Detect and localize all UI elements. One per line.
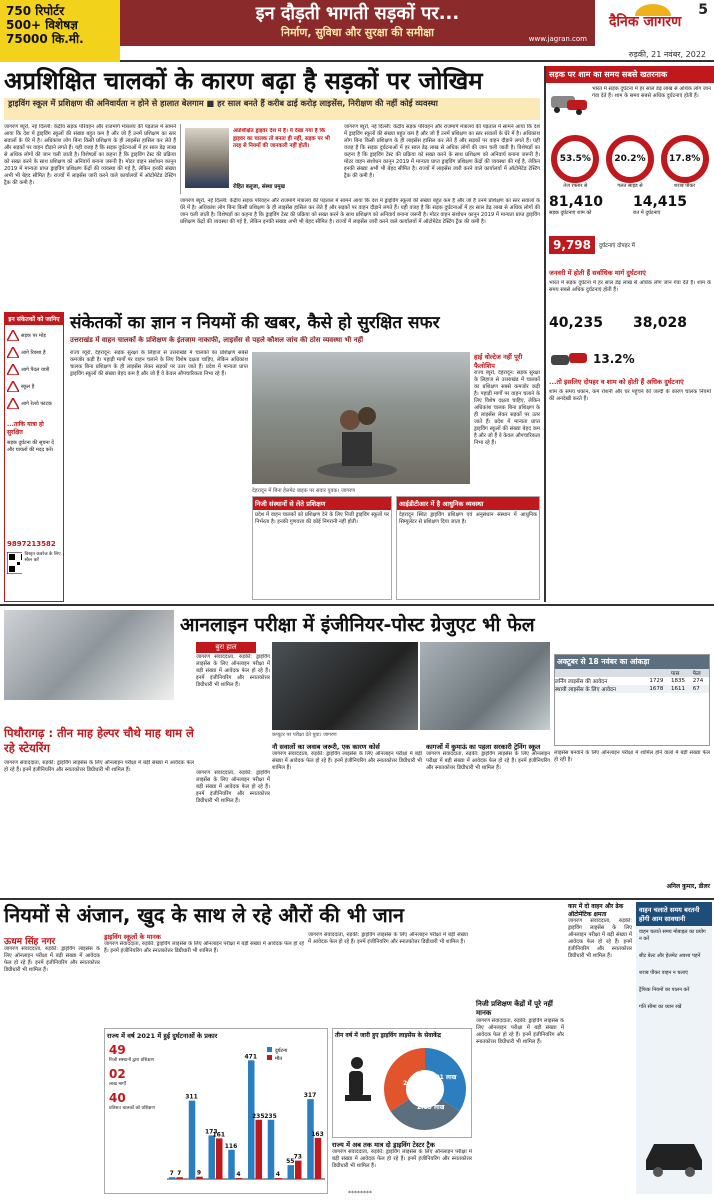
rickshaw-sign-icon (7, 347, 19, 358)
donut-label: 2.01 लाख (429, 1074, 457, 1081)
story1-body-cont: जागरण ब्यूरो, नई दिल्ली: केंद्रीय सड़क परिवहन और राजमार्ग मंत्रालय की पड़ताल में सामने आया कि देश में ड्राइविंग स्कूलों की संख्या बहुत कम है और जो हैं उनमें प्रशिक्षण का स्तर सवालों के घेरे में है। अधिकांश लोग बिना किसी प्रशिक्षण के ही लाइसेंस हासिल कर लेते हैं और सड़कों पर वाहन दौड़ाने लगते हैं। यही वजह है कि सड़क दुर्घटनाओं में हर साल डेढ़ लाख से अधिक लोगों की जान चली जाती है। विशेषज्ञों का कहना है कि ड्राइविंग टेस्ट की प्रक्रिया को सख्त करने के साथ प्रशिक्षण को अनिवार्य बनाना जरूरी है। मोटर वाहन संशोधन कानून 2019 में मान्यता प्राप्त ड्राइविंग प्रशिक्षण केंद्रों की व्यवस्था की गई है, लेकिन इनकी संख्या अभी भी बेहद सीमित है। राज्यों में लाइसेंस जारी करने वाले कार्यालयों में ऑटोमेटेड टेस्टिंग ट्रैक की कमी है। (180, 198, 540, 225)
banner-title: इन दौड़ती भागती सड़कों पर... (255, 3, 460, 24)
kumaon-body: जागरण संवाददाता, रुड़की: ड्राइविंग लाइसेंस के लिए ऑनलाइन परीक्षा में बड़ी संख्या में आवेदक फेल हो रहे हैं। इनमें इंजीनियरिंग और स्नातकोत्तर डिग्रीधारी भी शामिल हैं। (426, 751, 550, 771)
chart-bar (189, 1101, 196, 1179)
questions-box (272, 742, 422, 896)
story2-body: राज्य ब्यूरो, देहरादून: सड़क सुरक्षा के लिहाज से उत्तराखंड में चालकों का प्रशिक्षण सबसे कमजोर कड़ी है। पहाड़ी मार्गों पर वाहन चलाने के लिए विशेष दक्षता चाहिए, लेकिन अधिकांश चालक बिना प्रशिक्षण के ही लाइसेंस लेकर सड़कों पर उतर जाते हैं। प्रदेश में मान्यता प्राप्त ड्राइविंग स्कूलों की संख्या बेहद कम है और जो हैं वे केवल औपचारिकता निभा रहे हैं। (70, 350, 248, 377)
chart-data-label: 73 (293, 1153, 302, 1161)
legend-label: मौत (275, 1056, 283, 1062)
big-stat: 9,798 (549, 236, 595, 254)
site-url[interactable]: www.jagran.com (528, 35, 587, 43)
chart-bar (288, 1165, 295, 1179)
sign-label: सड़क पर मोड़ (21, 332, 46, 339)
stat-number-label: सड़क दुर्घटनाएं शाम को (549, 210, 592, 216)
date-bar (120, 46, 714, 62)
chart-data-label: 7 (177, 1170, 182, 1178)
stat-number: 40,235 (549, 315, 604, 331)
logo-text: दैनिक जागरण (609, 14, 682, 30)
signs-panel (4, 312, 64, 602)
road-bikers-photo (252, 352, 470, 484)
chart-bar (236, 1178, 243, 1179)
story1-headline: अप्रशिक्षित चालकों के कारण बढ़ा है सड़कों पर जोखिम (4, 67, 483, 95)
side-body: राज्य ब्यूरो, देहरादून: सड़क सुरक्षा के लिहाज से उत्तराखंड में चालकों का प्रशिक्षण सबसे कमजोर कड़ी है। पहाड़ी मार्गों पर वाहन चलाने के लिए विशेष दक्षता चाहिए, लेकिन अधिकांश चालक बिना प्रशिक्षण के ही लाइसेंस लेकर सड़कों पर उतर जाते हैं। प्रदेश में मान्यता प्राप्त ड्राइविंग स्कूलों की संख्या बेहद कम है और जो हैं वे केवल औपचारिकता निभा रहे हैं। (474, 370, 540, 446)
donut-label: 2.15 लाख (417, 1104, 445, 1111)
table-cell: 1611 (671, 686, 686, 692)
story3-body: जागरण संवाददाता, रुड़की: ड्राइविंग लाइसेंस के लिए ऑनलाइन परीक्षा में बड़ी संख्या में आवेदक फेल हो रहे हैं। इनमें इंजीनियरिंग और स्नातकोत्तर डिग्रीधारी भी शामिल हैं। (196, 654, 270, 688)
legend-swatch (267, 1047, 272, 1052)
page-number: 5 (698, 2, 708, 18)
chart-bar (228, 1150, 235, 1179)
side-stat: 49 (109, 1043, 126, 1057)
car-crash-icon (549, 86, 589, 116)
sign-label: आगे रिक्शा है (21, 349, 46, 356)
questions-body: जागरण संवाददाता, रुड़की: ड्राइविंग लाइसेंस के लिए ऑनलाइन परीक्षा में बड़ी संख्या में आवेदक फेल हो रहे हैं। इनमें इंजीनियरिंग और स्नातकोत्तर डिग्रीधारी भी शामिल हैं। (272, 751, 422, 771)
stat-label: शराब पीकर (674, 183, 696, 189)
chart-side-stats (109, 1043, 165, 1111)
night-title: ...तो इसलिए दोपहर व शाम को होती हैं अधिक दुर्घटनाएं (549, 378, 684, 386)
sign-label: आगे पैदल यात्री (21, 366, 50, 373)
story1-quote-box (180, 124, 340, 194)
online-exam-photo-2 (420, 642, 550, 730)
chart-bar (307, 1099, 314, 1179)
license-table (554, 654, 710, 746)
signs-title: इन संकेतकों को जानिए (5, 313, 63, 325)
story4-body: जागरण संवाददाता, रुड़की: ड्राइविंग लाइसेंस के लिए ऑनलाइन परीक्षा में बड़ी संख्या में आवेदक फेल हो रहे हैं। इनमें इंजीनियरिंग और स्नातकोत्तर डिग्रीधारी भी शामिल हैं। (4, 946, 100, 973)
table-cell: स्थायी लाइसेंस के लिए आवेदन (555, 687, 616, 693)
chart-bar (209, 1135, 216, 1179)
stat-ring: 53.5% (551, 135, 599, 183)
chart-data-label: 163 (311, 1130, 324, 1138)
edition-date: रुड़की, 21 नवंबर, 2022 (628, 50, 706, 59)
chart-bar (295, 1161, 302, 1179)
table-cell: लर्निंग लाइसेंस की आवेदन (555, 679, 608, 685)
kumaon-title: कागजों में कुमाऊं का पहला सरकारी ट्रेनिंग स्कूल (426, 743, 541, 751)
chart-bar (196, 1177, 203, 1179)
banner-stats (0, 0, 120, 62)
tips-panel (636, 902, 712, 1194)
story4-headline: नियमों से अंजान, खुद के साथ ले रहे औरों की भी जान (4, 903, 405, 927)
tip-item: गति सीमा का ध्यान रखें (639, 1004, 682, 1010)
quote-text: अप्रशिक्षित ड्राइवर देश में हैं। ये देखा गया है कि ड्राइवर का चालक तो बनता ही नहीं, सड़क पर भी तरह से नियमों की जानकारी नहीं होती। (233, 128, 330, 149)
story4-place: ऊधम सिंह नगर (4, 937, 56, 947)
chart-data-label: 173 (204, 1128, 218, 1136)
side-author: अनिल कुमार, डीलर (666, 883, 710, 890)
helpline-number[interactable]: 9897213582 (7, 540, 56, 548)
story2-side (474, 352, 540, 492)
chart-data-label: 116 (224, 1142, 238, 1150)
test-body: जागरण संवाददाता, रुड़की: ड्राइविंग लाइसेंस के लिए ऑनलाइन परीक्षा में बड़ी संख्या में आवेदक फेल हो रहे हैं। इनमें इंजीनियरिंग और स्नातकोत्तर डिग्रीधारी भी शामिल हैं। (332, 1149, 472, 1169)
table-cell: 1729 (649, 678, 664, 684)
section-divider (0, 604, 714, 606)
chart-title: राज्य में वर्ष 2021 में हुई दुर्घटनाओं के प्रकार (107, 1032, 218, 1040)
story3-headline: आनलाइन परीक्षा में इंजीनियर-पोस्ट ग्रेजुएट भी फेल (180, 614, 535, 636)
qr-caption: विस्तृत कवरेज के लिए स्कैन करें (24, 552, 61, 563)
stat-ring: 17.8% (661, 135, 709, 183)
tip-item: वाहन चलाते समय मोबाइल का प्रयोग न करें (639, 929, 706, 942)
box1-title: निजी संस्थानों से लेते प्रशिक्षण (253, 497, 391, 510)
quote-author: रोहित बलूजा, संस्था प्रमुख (233, 184, 285, 190)
donut-chart (381, 1045, 469, 1133)
banner-stat: 500+ विशेषज्ञ (6, 18, 78, 32)
page-banner (0, 0, 714, 62)
box1-text: प्रदेश में वाहन चालकों को प्रशिक्षण देने के लिए निजी ड्राइविंग स्कूलों पर निर्भरता है। इनकी गुणवत्ता की कोई निगरानी नहीं होती। (255, 512, 389, 525)
help-text: सड़क दुर्घटना की सूचना दें और घायलों की मदद करें। (7, 440, 54, 453)
table-header: फेल (692, 671, 701, 677)
chart-bar (268, 1120, 275, 1179)
tip-item: शराब पीकर वाहन न चलाएं (639, 970, 688, 976)
chart-data-label: 4 (236, 1170, 241, 1178)
table-title: अक्टूबर से 18 नवंबर का आंकड़ा (555, 655, 709, 669)
vehicle-photo (4, 610, 174, 700)
stat-number-label: रात में दुर्घटनाएं (633, 210, 661, 216)
donut-title: तीन वर्ष में जारी हुए ड्राइविंग लाइसेंस के सेवाकेंद्र (335, 1032, 441, 1039)
legend-label: दुर्घटना (275, 1048, 288, 1054)
section-divider (0, 898, 714, 900)
newspaper-logo (595, 0, 714, 46)
qr-code-icon[interactable] (7, 552, 22, 574)
jan-body: भारत में सड़क दुर्घटना में हर साल डेढ़ लाख से अधिक लोग जान गंवा देते हैं। शाम के समय सबसे अधिक दुर्घटनाएं होती हैं। (549, 280, 711, 293)
side-stat: 40 (109, 1091, 126, 1105)
chart-bar (315, 1138, 322, 1179)
banner-subtitle: निर्माण, सुविधा और सुरक्षा की समीक्षा (281, 26, 434, 39)
car-icon (640, 1134, 708, 1178)
driver-seat-icon (337, 1055, 377, 1115)
jan-title: जनवरी में होती हैं सर्वाधिक मार्ग दुर्घटनाएं (549, 269, 646, 277)
box2-title: आईडीटीआर में है आधुनिक व्यवस्था (397, 497, 539, 510)
right-panel (544, 66, 714, 602)
help-title: ...ताकि यात्रा हो सुरक्षित (7, 421, 44, 436)
test-track-box (332, 1140, 472, 1194)
table-header: पास (671, 671, 680, 677)
private-body: जागरण संवाददाता, रुड़की: ड्राइविंग लाइसेंस के लिए ऑनलाइन परीक्षा में बड़ी संख्या में आवेदक फेल हो रहे हैं। इनमें इंजीनियरिंग और स्नातकोत्तर डिग्रीधारी भी शामिल हैं। (476, 1018, 564, 1045)
cars-icon (549, 347, 589, 371)
person-photo (185, 128, 229, 188)
stat-label: तेज रफ्तार से (563, 183, 588, 189)
tip-item: सीट बेल्ट और हेलमेट अवश्य पहनें (639, 953, 701, 959)
sign-label: स्कूल है (21, 383, 35, 390)
standards-title: ड्राइविंग स्कूलों के मानक (104, 933, 161, 941)
chart-data-label: 235 (264, 1112, 277, 1120)
stat-number: 81,410 (549, 194, 604, 210)
box-private-training (252, 496, 392, 600)
kumaon-box (426, 742, 550, 896)
story2-headline: संकेतकों का ज्ञान न नियमों की खबर, कैसे हो सुरक्षित सफर (70, 313, 440, 333)
side-stat-label: लाख मार्गों (109, 1082, 126, 1087)
night-text: शाम के समय थकान, कम रोशनी और घर पहुंचने की जल्दी के कारण चालक नियमों की अनदेखी करते हैं। (549, 389, 711, 402)
story3-photo-caption: कंप्यूटर पर परीक्षा देते युवा। जागरण (272, 732, 337, 738)
chart-data-label: 235 (251, 1112, 265, 1120)
tips-title: वाहन चलाते समय बरतनी होंगी आम सावधानी (636, 902, 712, 926)
banner-stat: 75000 कि.मी. (6, 32, 84, 46)
box2-text: देहरादून स्थित ड्राइविंग प्रशिक्षण एवं अनुसंधान संस्थान में आधुनिक सिम्युलेटर से प्रशिक्षण दिया जाता है। (399, 512, 537, 525)
railway-sign-icon (7, 398, 19, 409)
banner-title-box (120, 0, 595, 46)
chart-data-label: 317 (303, 1092, 317, 1100)
chart-data-label: 4 (275, 1170, 281, 1178)
accident-types-chart (104, 1028, 328, 1194)
table-cell: 1835 (671, 678, 686, 684)
private-centres-box (476, 1000, 564, 1194)
stat-number: 38,028 (633, 315, 688, 331)
side-stat-label: निजी संस्थानों द्वारा प्रशिक्षण (109, 1058, 154, 1063)
pedestrian-sign-icon (7, 364, 19, 375)
test-title: राज्य में अब तक मात्र दो ड्राइविंग टेस्टर ट्रैक (332, 1141, 435, 1149)
chart-bar (275, 1178, 282, 1179)
stat-label: गलत साइड से (617, 183, 643, 189)
pct-stat: 13.2% (593, 352, 635, 366)
chart-data-label: 7 (169, 1170, 174, 1178)
story2-subhead: उत्तराखंड में वाहन चालकों के प्रशिक्षण के इंतजाम नाकाफी, लाइसेंस से पहले कौशल जांच की ठोस व्यवस्था भी नहीं (70, 336, 364, 344)
side-title: हाई वोल्टेज नहीं पूरी फैलोशिप (474, 353, 523, 370)
private-title: निजी प्रशिक्षण केंद्रों में पूरे नहीं मानक (476, 1000, 553, 1017)
chart-data-label: 311 (185, 1093, 198, 1101)
sign-label: आगे रेलवे फाटक (21, 400, 52, 407)
chart-bar (216, 1138, 223, 1179)
table-cell: 67 (692, 686, 700, 692)
big-stat-label: दुर्घटनाएं दोपहर में (598, 243, 635, 249)
chart-bar (177, 1177, 184, 1179)
table-header (555, 669, 649, 677)
online-exam-photo-1 (272, 642, 418, 730)
side-stat-label: प्रतिशत चालकों को प्रशिक्षण (109, 1106, 155, 1111)
table-cell: 1678 (649, 686, 664, 692)
side-text: लाइसेंस बनवाने के लिए ऑनलाइन परीक्षा में शामिल होने वालों में बड़ी संख्या फेल हो रही है। (554, 750, 710, 763)
motorbike-riders-figure (312, 392, 402, 482)
chart-bar (256, 1120, 263, 1179)
school-sign-icon (7, 381, 19, 392)
right-intro: भारत में सड़क दुर्घटना में हर साल डेढ़ लाख से अधिक लोग जान गंवा देते हैं। शाम के समय सबसे अधिक दुर्घटनाएं होती हैं। (592, 86, 711, 99)
school-standards-box (104, 932, 304, 1026)
turn-sign-icon (7, 330, 19, 341)
chart-data-label: 9 (196, 1169, 202, 1177)
chart-data-label: 55 (286, 1158, 295, 1166)
stat-ring: 20.2% (606, 135, 654, 183)
bar-chart-svg (167, 1045, 325, 1191)
story1-body-cont2: जागरण ब्यूरो, नई दिल्ली: केंद्रीय सड़क परिवहन और राजमार्ग मंत्रालय की पड़ताल में सामने आया कि देश में ड्राइविंग स्कूलों की संख्या बहुत कम है और जो हैं उनमें प्रशिक्षण का स्तर सवालों के घेरे में है। अधिकांश लोग बिना किसी प्रशिक्षण के ही लाइसेंस हासिल कर लेते हैं और सड़कों पर वाहन दौड़ाने लगते हैं। यही वजह है कि सड़क दुर्घटनाओं में हर साल डेढ़ लाख से अधिक लोगों की जान चली जाती है। विशेषज्ञों का कहना है कि ड्राइविंग टेस्ट की प्रक्रिया को सख्त करने के साथ प्रशिक्षण को अनिवार्य बनाना जरूरी है। मोटर वाहन संशोधन कानून 2019 में मान्यता प्राप्त ड्राइविंग प्रशिक्षण केंद्रों की व्यवस्था की गई है, लेकिन इनकी संख्या अभी भी बेहद सीमित है। राज्यों में लाइसेंस जारी करने वाले कार्यालयों में ऑटोमेटेड टेस्टिंग ट्रैक की कमी है। (344, 124, 540, 179)
table-cell: 274 (692, 678, 704, 684)
story1-body: जागरण ब्यूरो, नई दिल्ली: केंद्रीय सड़क परिवहन और राजमार्ग मंत्रालय की पड़ताल में सामने आया कि देश में ड्राइविंग स्कूलों की संख्या बहुत कम है और जो हैं उनमें प्रशिक्षण का स्तर सवालों के घेरे में है। अधिकांश लोग बिना किसी प्रशिक्षण के ही लाइसेंस हासिल कर लेते हैं और सड़कों पर वाहन दौड़ाने लगते हैं। यही वजह है कि सड़क दुर्घटनाओं में हर साल डेढ़ लाख से अधिक लोगों की जान चली जाती है। विशेषज्ञों का कहना है कि ड्राइविंग टेस्ट की प्रक्रिया को सख्त करने के साथ प्रशिक्षण को अनिवार्य बनाना जरूरी है। मोटर वाहन संशोधन कानून 2019 में मान्यता प्राप्त ड्राइविंग प्रशिक्षण केंद्रों की व्यवस्था की गई है, लेकिन इनकी संख्या अभी भी बेहद सीमित है। राज्यों में लाइसेंस जारी करने वाले कार्यालयों में ऑटोमेटेड टेस्टिंग ट्रैक की कमी है। (4, 124, 176, 186)
story4-body-cont: जागरण संवाददाता, रुड़की: ड्राइविंग लाइसेंस के लिए ऑनलाइन परीक्षा में बड़ी संख्या में आवेदक फेल हो रहे हैं। इनमें इंजीनियरिंग और स्नातकोत्तर डिग्रीधारी भी शामिल हैं। (308, 932, 468, 945)
questions-title: नौ सवालों का जवाब जरूरी, एक कारण कोर्स (272, 743, 380, 751)
legend-swatch (267, 1055, 272, 1060)
car-box (568, 902, 632, 1012)
story3-tag: बुरा हाल (196, 642, 256, 653)
side-stat: 02 (109, 1067, 126, 1081)
standards-body: जागरण संवाददाता, रुड़की: ड्राइविंग लाइसेंस के लिए ऑनलाइन परीक्षा में बड़ी संख्या में आवेदक फेल हो रहे हैं। इनमें इंजीनियरिंग और स्नातकोत्तर डिग्रीधारी भी शामिल हैं। (104, 941, 304, 954)
pithoragarh-body: जागरण संवाददाता, रुड़की: ड्राइविंग लाइसेंस के लिए ऑनलाइन परीक्षा में बड़ी संख्या में आवेदक फेल हो रहे हैं। इनमें इंजीनियरिंग और स्नातकोत्तर डिग्रीधारी भी शामिल हैं। (4, 760, 194, 773)
car-body: जागरण संवाददाता, रुड़की: ड्राइविंग लाइसेंस के लिए ऑनलाइन परीक्षा में बड़ी संख्या में आवेदक फेल हो रहे हैं। इनमें इंजीनियरिंग और स्नातकोत्तर डिग्रीधारी भी शामिल हैं। (568, 918, 632, 959)
banner-stat: 750 रिपोर्टर (6, 4, 65, 18)
chart-data-label: 471 (244, 1053, 258, 1061)
footer-stars: ******** (348, 1190, 372, 1197)
stat-number: 14,415 (633, 194, 688, 210)
right-title: सड़क पर शाम का समय सबसे खतरनाक (546, 66, 714, 83)
car-title: कार में दो वाहन और ढेक ऑटोमेटिक क्षमता (568, 903, 624, 918)
chart-data-label: 161 (212, 1131, 226, 1139)
tip-item: ट्रैफिक नियमों का पालन करें (639, 987, 690, 993)
pithoragarh-headline: पिथौरागढ़ : तीन माह हेल्पर चौथे माह थाम ले रहे स्टेयरिंग (4, 726, 194, 755)
box-idtr (396, 496, 540, 600)
license-donut-box (332, 1028, 472, 1138)
story2-photo-caption: देहरादून में बिना हेलमेट बाइक पर सवार युवक। जागरण (252, 488, 356, 494)
story3-body-cont: जागरण संवाददाता, रुड़की: ड्राइविंग लाइसेंस के लिए ऑनलाइन परीक्षा में बड़ी संख्या में आवेदक फेल हो रहे हैं। इनमें इंजीनियरिंग और स्नातकोत्तर डिग्रीधारी भी शामिल हैं। (196, 770, 270, 804)
chart-bar (169, 1177, 176, 1179)
story1-subhead: ड्राइविंग स्कूल में प्रशिक्षण की अनिवार्यता न होने से हालात बेलगाम ■ हर साल बनते हैं करीब ढाई करोड़ लाइसेंस, निरीक्षण की नहीं कोई व्यवस्था (4, 98, 540, 120)
donut-label: 2.23 लाख (403, 1080, 431, 1087)
